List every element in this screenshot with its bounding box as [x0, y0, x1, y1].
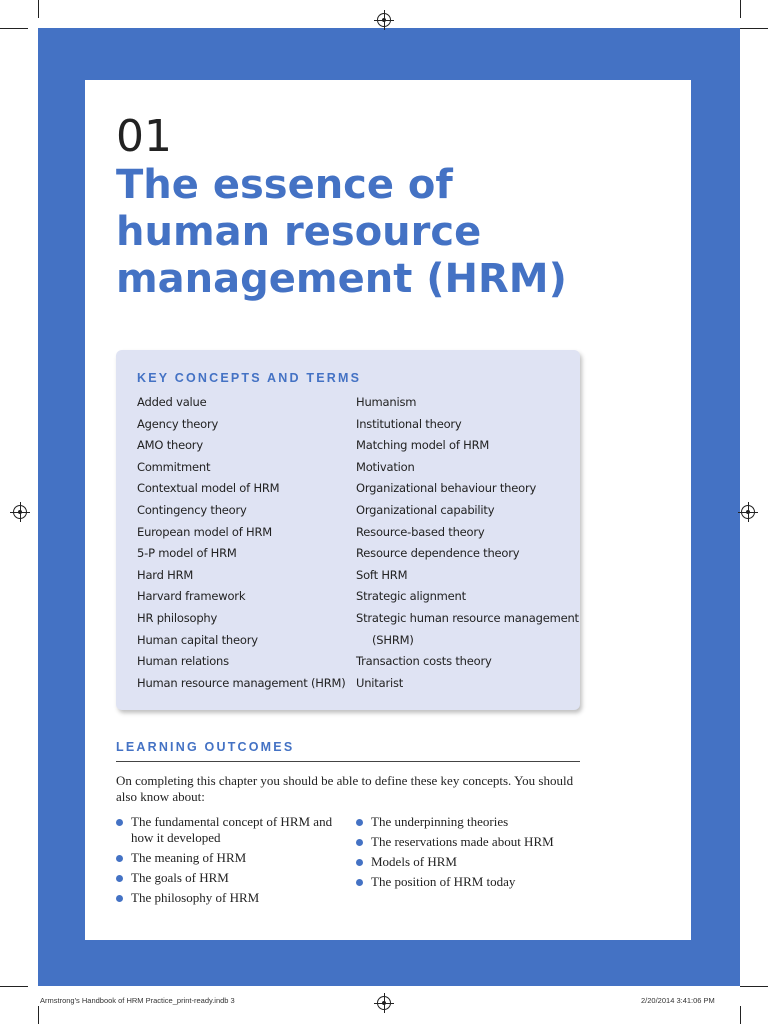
bullet-icon [116, 819, 123, 826]
bullet-icon [356, 819, 363, 826]
crop-mark [0, 986, 28, 987]
key-term: Soft HRM [356, 567, 408, 582]
bullet-icon [356, 879, 363, 886]
list-item [116, 814, 346, 846]
learning-outcomes-intro: On completing this chapter you should be able to define these key concepts. You should also know about: [116, 773, 574, 804]
bullet-icon [356, 839, 363, 846]
bullet-icon [116, 855, 123, 862]
chapter-title-line: human resource [116, 209, 482, 255]
outcomes-left-list [116, 814, 346, 910]
list-item [116, 890, 346, 906]
key-term: Motivation [356, 459, 415, 474]
crop-mark [0, 28, 28, 29]
registration-mark-icon [377, 996, 391, 1010]
key-term: Institutional theory [356, 416, 462, 431]
key-term: Resource dependence theory [356, 546, 520, 561]
crop-mark [740, 28, 768, 29]
key-term: Strategic alignment [356, 589, 466, 604]
outcome-text: The goals of HRM [131, 870, 229, 885]
key-term: Unitarist [356, 675, 404, 690]
bullet-icon [356, 859, 363, 866]
outcome-text: The meaning of HRM [131, 850, 247, 865]
list-item [356, 834, 586, 850]
key-term: Agency theory [137, 416, 219, 431]
crop-mark [38, 1006, 39, 1024]
outcome-text: Models of HRM [371, 854, 457, 869]
bullet-icon [116, 895, 123, 902]
registration-mark-icon [13, 505, 27, 519]
key-term: Humanism [356, 395, 417, 409]
key-term: Matching model of HRM [356, 438, 490, 453]
print-slug-filename: Armstrong's Handbook of HRM Practice_print-ready.indb 3 [40, 996, 235, 1005]
outcome-text: The position of HRM today [371, 874, 516, 889]
list-item [116, 850, 346, 866]
print-slug-timestamp: 2/20/2014 3:41:06 PM [641, 996, 715, 1005]
key-term: Strategic human resource management [356, 610, 579, 625]
key-term: European model of HRM [137, 524, 272, 539]
outcomes-right-list [356, 814, 586, 894]
key-terms-right-column [356, 392, 579, 694]
outcome-text: The reservations made about HRM [371, 834, 554, 849]
key-term: Human resource management (HRM) [137, 675, 346, 690]
chapter-title [116, 162, 676, 303]
key-term-continuation: (SHRM) [372, 632, 414, 647]
key-term: Transaction costs theory [356, 654, 492, 669]
section-divider [116, 761, 580, 762]
chapter-title-line: The essence of [116, 162, 453, 208]
key-term: Commitment [137, 459, 211, 474]
list-item [116, 870, 346, 886]
bullet-icon [116, 875, 123, 882]
chapter-title-line: management (HRM) [116, 256, 567, 302]
key-term: Harvard framework [137, 589, 246, 604]
crop-mark [740, 986, 768, 987]
key-term: Added value [137, 395, 207, 409]
outcome-text: The underpinning theories [371, 814, 509, 829]
key-term: Hard HRM [137, 567, 194, 582]
registration-mark-icon [377, 13, 391, 27]
key-term: 5-P model of HRM [137, 546, 237, 561]
key-term: HR philosophy [137, 610, 218, 625]
list-item [356, 874, 586, 890]
crop-mark [740, 1006, 741, 1024]
key-term: Resource-based theory [356, 524, 485, 539]
outcome-text: The fundamental concept of HRM and how it developed [131, 814, 333, 845]
key-term: AMO theory [137, 438, 203, 453]
learning-outcomes-heading: LEARNING OUTCOMES [116, 740, 295, 754]
key-term: Contextual model of HRM [137, 481, 280, 496]
key-term: Organizational capability [356, 502, 495, 517]
registration-mark-icon [741, 505, 755, 519]
list-item [356, 814, 586, 830]
key-terms-left-column [137, 392, 346, 694]
key-concepts-heading: KEY CONCEPTS AND TERMS [137, 371, 362, 385]
crop-mark [38, 0, 39, 18]
key-term: Contingency theory [137, 502, 247, 517]
key-term: Human capital theory [137, 632, 258, 647]
outcome-text: The philosophy of HRM [131, 890, 260, 905]
key-term: Organizational behaviour theory [356, 481, 537, 496]
chapter-number: 01 [116, 111, 172, 162]
list-item [356, 854, 586, 870]
crop-mark [740, 0, 741, 18]
key-term: Human relations [137, 654, 229, 669]
